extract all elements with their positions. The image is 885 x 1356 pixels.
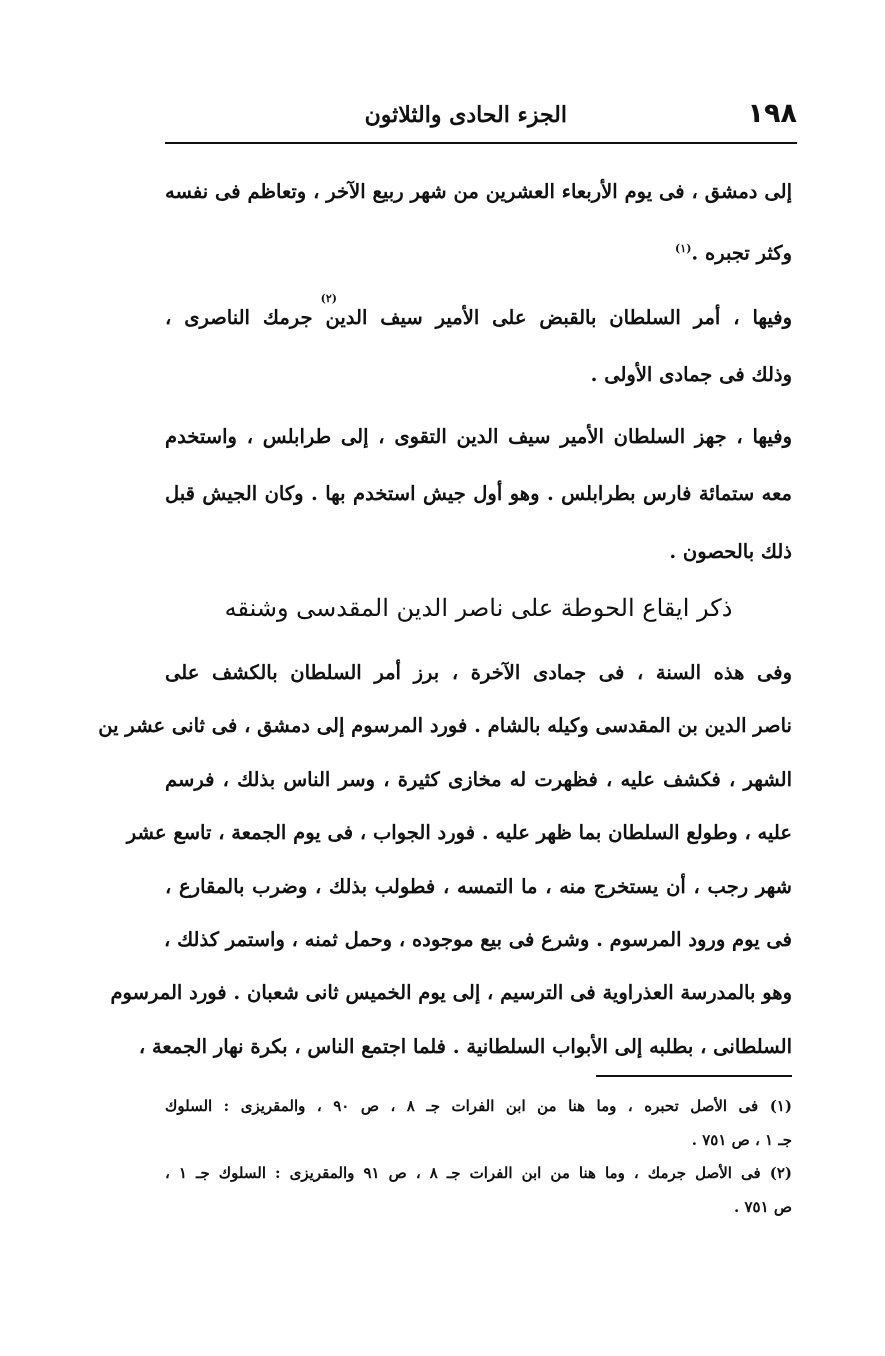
text-line-content: وكثر تجبره . bbox=[691, 241, 792, 265]
paragraph-1 bbox=[165, 180, 792, 295]
footnote-1 bbox=[165, 1097, 792, 1150]
paragraph-2 bbox=[165, 292, 792, 421]
footnote-line: ص ٧٥١ . bbox=[734, 1197, 792, 1216]
text-line: فى يوم ورود المرسوم . وشرع فى بيع موجوده ، وحمل ثمنه ، واستمر كذلك ، bbox=[164, 927, 792, 951]
footnote-mark: (١) bbox=[675, 242, 692, 256]
text-line: عليه ، وطولع السلطان بما ظهر عليه . فورد الجواب ، فى يوم الجمعة ، تاسع عشر bbox=[126, 821, 792, 845]
section-heading: ذكر ايقاع الحوطة على ناصر الدين المقدسى وشنقه bbox=[224, 594, 733, 622]
page-header bbox=[165, 98, 797, 138]
text-line: معه ستمائة فارس بطرابلس . وهو أول جيش استخدم بها . وكان الجيش قبل bbox=[165, 482, 792, 506]
footnote-mark: (٢) bbox=[320, 292, 337, 305]
footnote-line: (٢) فى الأصل جرمك ، وما هنا من ابن الفرات جـ ٨ ، ص ٩١ والمقريزى : السلوك جـ ١ ، bbox=[165, 1164, 792, 1182]
text-line: إلى دمشق ، فى يوم الأربعاء العشرين من شهر ربيع الآخر ، وتعاظم فى نفسه bbox=[165, 180, 792, 203]
footnote-line: جـ ١ ، ص ٧٥١ . bbox=[691, 1130, 792, 1149]
text-line: شهر رجب ، أن يستخرج منه ، ما التمسه ، فطولب بذلك ، وضرب بالمقارع ، bbox=[165, 874, 792, 898]
section-paragraph bbox=[98, 661, 792, 1088]
text-line: الشهر ، فكشف عليه ، فظهرت له مخازى كثيرة ، وسر الناس بذلك ، فرسم bbox=[165, 767, 792, 791]
text-line: وهو بالمدرسة العذراوية فى الترسيم ، إلى يوم الخميس ثانى شعبان . فورد المرسوم bbox=[110, 981, 792, 1005]
text-line: وفيها ، أمر السلطان بالقبض على الأمير سيف الدين جرمك الناصرى ، bbox=[165, 306, 792, 329]
footnote-line: (١) فى الأصل تحبره ، وما هنا من ابن الفرات جـ ٨ ، ص ٩٠ ، والمقريزى : السلوك bbox=[165, 1097, 792, 1115]
footnote-2 bbox=[165, 1164, 792, 1217]
page-number: ١٩٨ bbox=[747, 98, 797, 129]
running-title: الجزء الحادى والثلاثون bbox=[364, 102, 567, 128]
footnotes bbox=[165, 1097, 792, 1231]
header-rule bbox=[165, 142, 797, 144]
text-line: وذلك فى جمادى الأولى . bbox=[590, 363, 792, 387]
text-line bbox=[165, 237, 792, 265]
text-line: ناصر الدين بن المقدسى وكيله بالشام . فورد المرسوم إلى دمشق ، فى ثانى عشر ين bbox=[98, 714, 792, 738]
footnote-rule bbox=[596, 1075, 792, 1077]
text-line: السلطانى ، بطلبه إلى الأبواب السلطانية . فلما اجتمع الناس ، بكرة نهار الجمعة ، bbox=[138, 1034, 792, 1058]
paragraph-3 bbox=[165, 425, 792, 597]
text-line: ذلك بالحصون . bbox=[669, 539, 792, 563]
text-line: وفى هذه السنة ، فى جمادى الآخرة ، برز أمر السلطان بالكشف على bbox=[165, 661, 792, 684]
text-line: وفيها ، جهز السلطان الأمير سيف الدين التقوى ، إلى طرابلس ، واستخدم bbox=[165, 425, 792, 448]
